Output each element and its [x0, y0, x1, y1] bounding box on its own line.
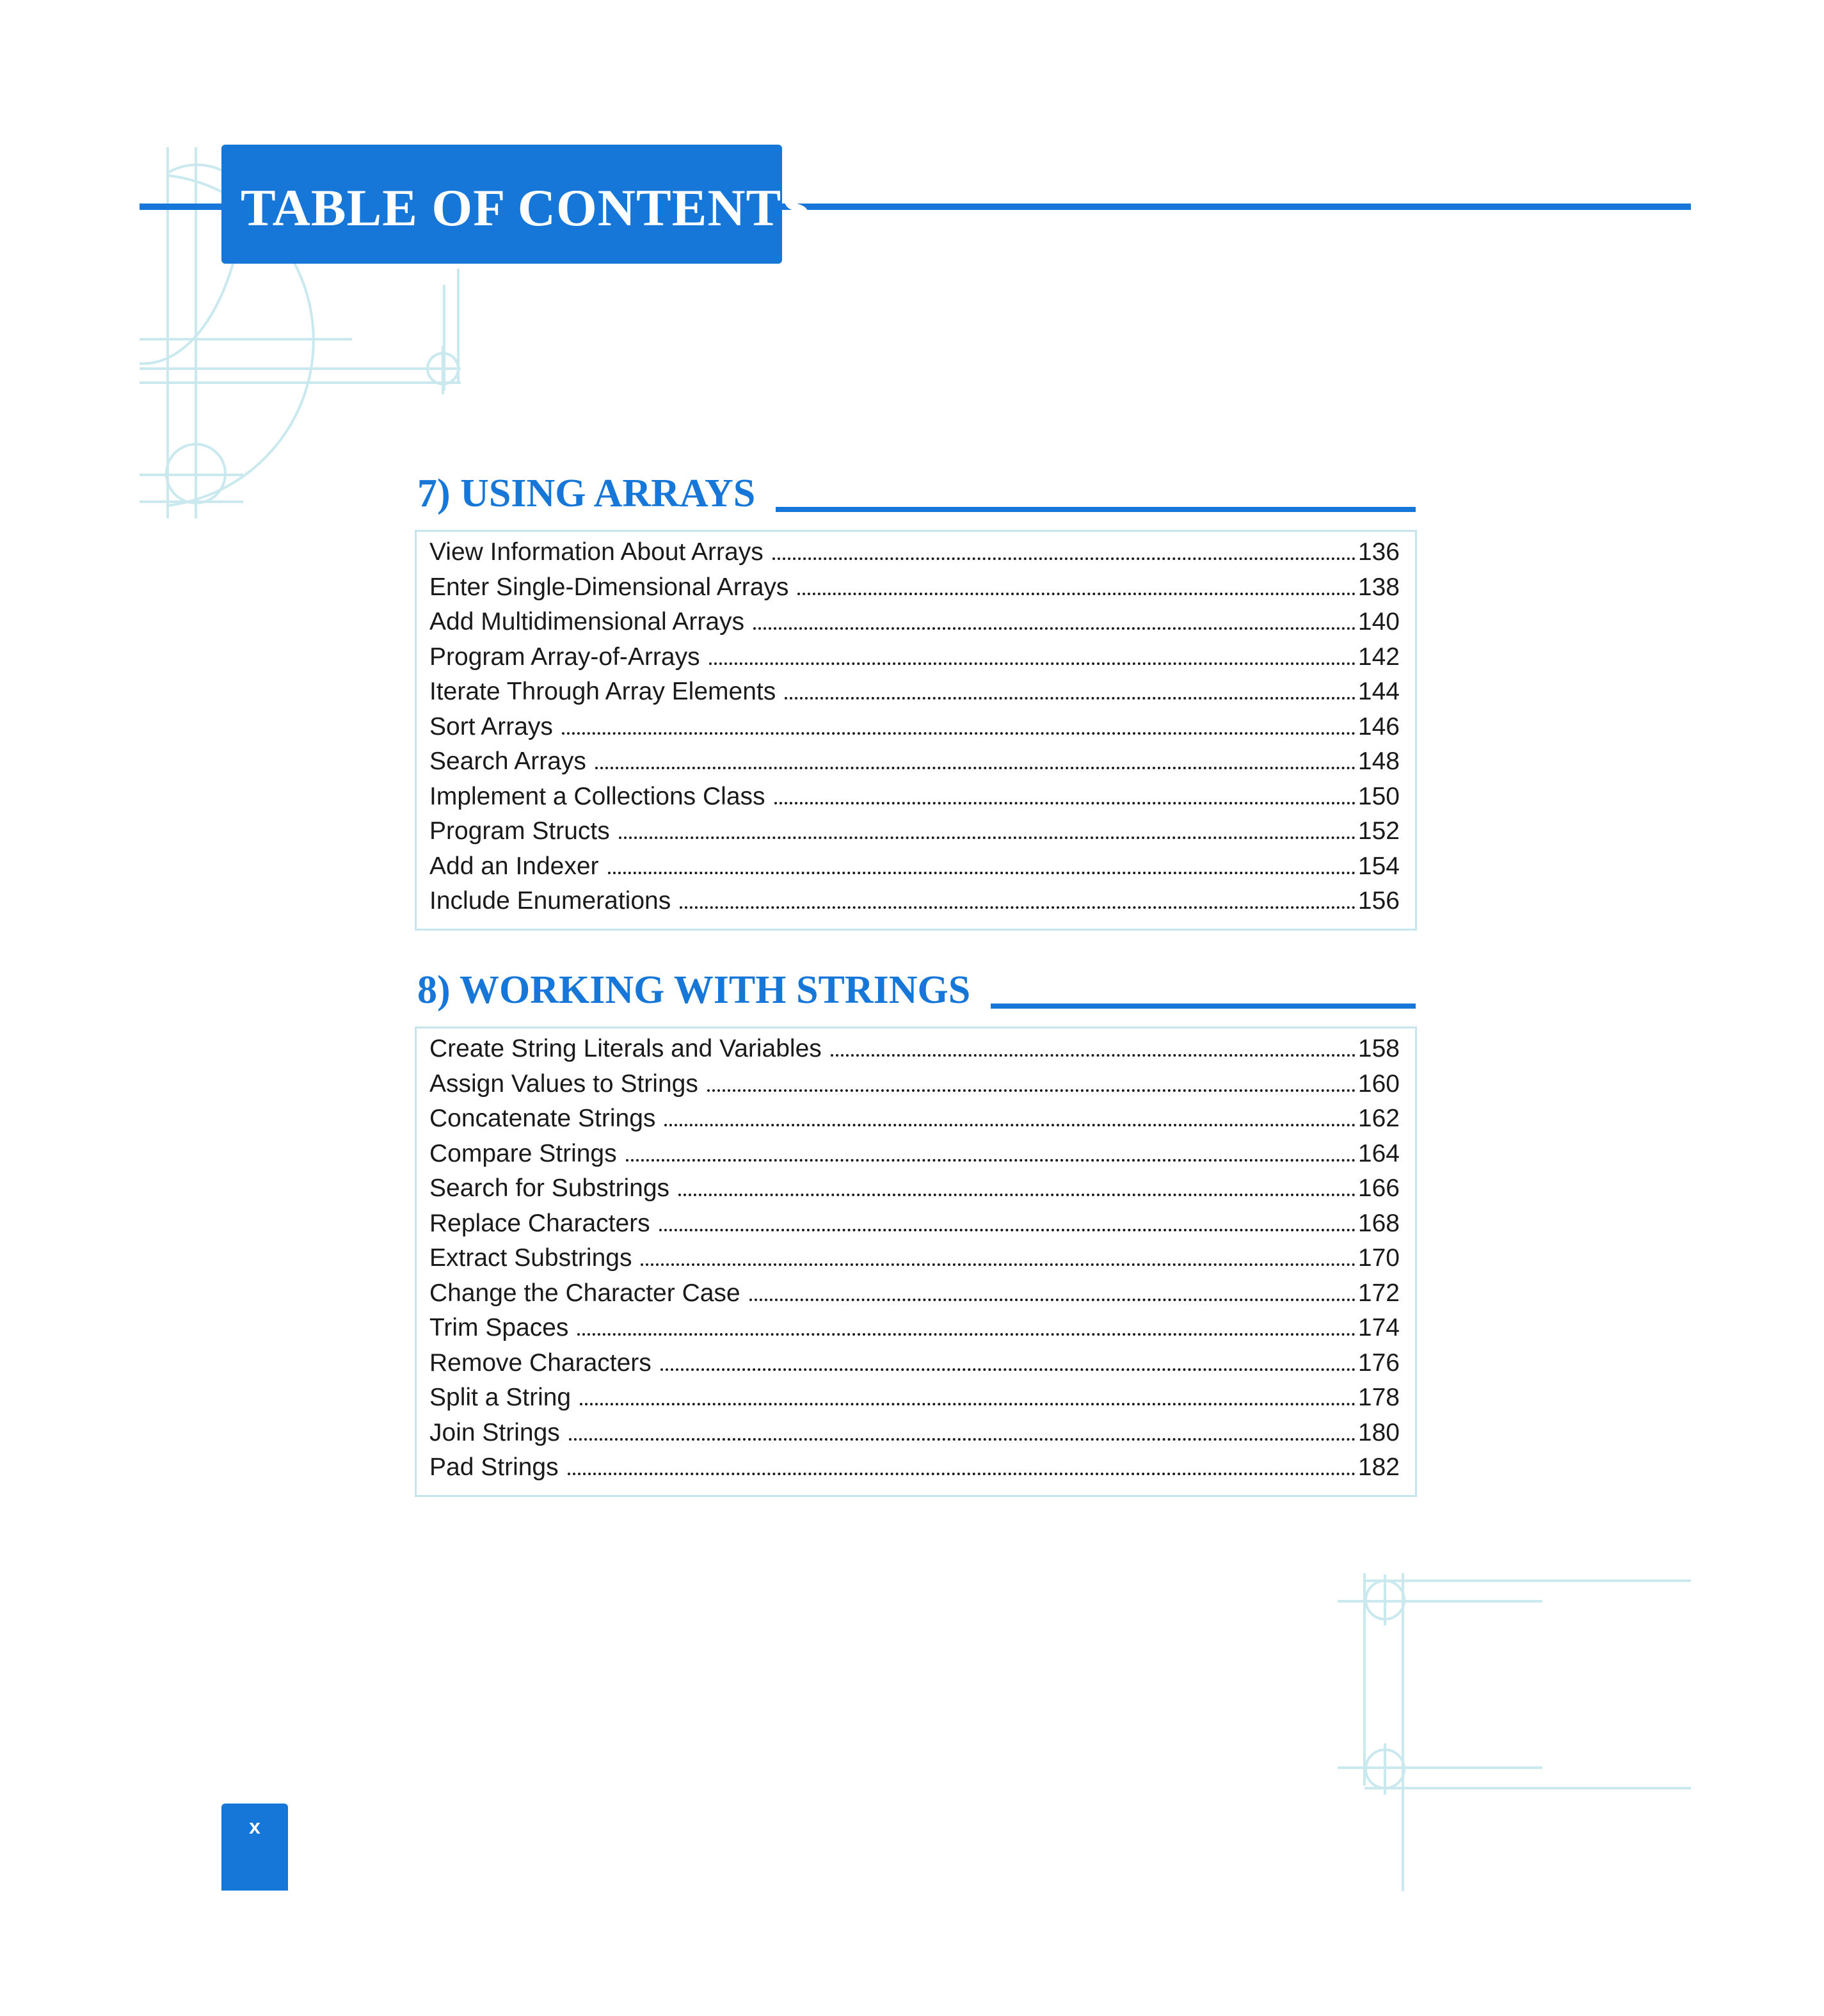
toc-entry[interactable] [429, 1174, 1400, 1210]
leader-dots [569, 1438, 1356, 1441]
leader-dots [831, 1054, 1356, 1057]
toc-entry-label: Search Arrays [429, 748, 586, 775]
leader-dots [707, 1089, 1356, 1092]
toc-entry[interactable] [429, 538, 1400, 573]
leader-dots [709, 662, 1356, 665]
toc-entry-label: Add an Indexer [429, 852, 599, 880]
toc-entry[interactable] [429, 1279, 1400, 1315]
toc-entry[interactable] [429, 1035, 1400, 1070]
page-title: TABLE OF CONTENTS [241, 179, 812, 237]
toc-entry-page: 158 [1357, 1035, 1400, 1062]
toc-entry-label: Program Array-of-Arrays [429, 643, 700, 671]
toc-entry-label: Remove Characters [429, 1348, 652, 1377]
toc-entry-label: Enter Single-Dimensional Arrays [429, 573, 789, 601]
toc-entry[interactable] [429, 748, 1400, 783]
toc-entry[interactable] [429, 1210, 1400, 1245]
leader-dots [626, 1159, 1356, 1162]
leader-dots [772, 557, 1356, 560]
toc-entry-label: Pad Strings [429, 1453, 559, 1481]
toc-entry-label: Extract Substrings [429, 1244, 632, 1272]
leader-dots [749, 1299, 1356, 1301]
toc-entry-page: 160 [1357, 1069, 1400, 1098]
section-rule [776, 507, 1416, 512]
title-banner [221, 145, 812, 264]
toc-entry-page: 146 [1357, 712, 1400, 740]
toc-entry[interactable] [429, 1419, 1400, 1454]
page-number-tab [221, 1804, 288, 1891]
leader-dots [678, 1194, 1356, 1196]
toc-entry-page: 166 [1357, 1174, 1400, 1202]
toc-entry-label: Search for Substrings [429, 1174, 670, 1202]
toc-entry-label: Implement a Collections Class [429, 782, 765, 810]
leader-dots [568, 1473, 1356, 1475]
leader-dots [785, 697, 1356, 700]
toc-entry-label: Program Structs [429, 817, 610, 845]
toc-entry-page: 148 [1357, 748, 1400, 775]
toc-entry-label: Join Strings [429, 1418, 560, 1446]
toc-entry[interactable] [429, 608, 1400, 643]
section-rule [991, 1004, 1416, 1009]
toc-entry-label: Concatenate Strings [429, 1105, 656, 1132]
toc-entry-label: Include Enumerations [429, 887, 671, 915]
toc-entry[interactable] [429, 1453, 1400, 1489]
leader-dots [595, 767, 1356, 769]
toc-entry-page: 176 [1357, 1348, 1400, 1377]
toc-entry[interactable] [429, 887, 1400, 922]
toc-entry-label: Change the Character Case [429, 1279, 740, 1307]
section-title: 8) WORKING WITH STRINGS [417, 968, 971, 1012]
toc-entry-page: 168 [1357, 1209, 1400, 1237]
toc-entry[interactable] [429, 817, 1400, 852]
toc-entry-label: Create String Literals and Variables [429, 1035, 822, 1062]
toc-entry[interactable] [429, 1070, 1400, 1105]
toc-entry-label: Split a String [429, 1384, 572, 1411]
toc-entry-page: 180 [1357, 1418, 1400, 1446]
toc-entry[interactable] [429, 678, 1400, 713]
toc-entry[interactable] [429, 1244, 1400, 1279]
toc-entry-page: 164 [1357, 1139, 1400, 1167]
toc-entry-page: 162 [1357, 1105, 1400, 1132]
leader-dots [797, 593, 1356, 595]
toc-entry[interactable] [429, 643, 1400, 678]
page-number: x [249, 1815, 260, 1838]
toc-entry-label: Compare Strings [429, 1139, 617, 1167]
leader-dots [659, 1229, 1356, 1231]
leader-dots [577, 1333, 1355, 1336]
leader-dots [680, 906, 1356, 909]
toc-list-working-with-strings [415, 1027, 1417, 1497]
toc-entry[interactable] [429, 852, 1400, 888]
leader-dots [660, 1368, 1356, 1371]
toc-entry[interactable] [429, 1105, 1400, 1140]
toc-entry-label: Add Multidimensional Arrays [429, 608, 745, 636]
leader-dots [580, 1403, 1356, 1405]
toc-entry-page: 140 [1357, 608, 1400, 636]
leader-dots [619, 836, 1356, 839]
leader-dots [664, 1124, 1356, 1126]
toc-entry[interactable] [429, 1384, 1400, 1419]
toc-entry[interactable] [429, 713, 1400, 748]
toc-entry[interactable] [429, 1349, 1400, 1384]
toc-entry-label: Trim Spaces [429, 1314, 569, 1341]
toc-entry[interactable] [429, 1314, 1400, 1349]
toc-entry-page: 182 [1357, 1453, 1400, 1481]
section-title: 7) USING ARRAYS [417, 472, 756, 515]
toc-entry-page: 156 [1357, 887, 1400, 915]
section-header-working-with-strings [417, 970, 1416, 1010]
toc-entry-label: Assign Values to Strings [429, 1069, 698, 1098]
section-header-using-arrays [417, 474, 1416, 513]
toc-entry-page: 178 [1357, 1384, 1400, 1411]
leader-dots [608, 872, 1356, 874]
toc-entry-page: 136 [1357, 538, 1400, 566]
toc-entry-page: 138 [1357, 573, 1400, 601]
toc-entry-label: Sort Arrays [429, 712, 553, 740]
toc-entry-label: View Information About Arrays [429, 538, 764, 566]
toc-entry-label: Iterate Through Array Elements [429, 678, 776, 705]
leader-dots [641, 1263, 1355, 1266]
toc-list-using-arrays [415, 530, 1417, 931]
leader-dots [753, 627, 1356, 630]
toc-entry[interactable] [429, 1140, 1400, 1175]
toc-entry-page: 142 [1357, 643, 1400, 671]
toc-entry[interactable] [429, 573, 1400, 609]
toc-entry-page: 150 [1357, 782, 1400, 810]
toc-entry-page: 170 [1357, 1244, 1400, 1272]
toc-entry-page: 144 [1357, 678, 1400, 705]
toc-entry[interactable] [429, 783, 1400, 818]
toc-entry-page: 174 [1357, 1314, 1400, 1341]
leader-dots [774, 802, 1356, 804]
leader-dots [562, 732, 1356, 735]
toc-entry-page: 154 [1357, 852, 1400, 880]
toc-entry-label: Replace Characters [429, 1209, 650, 1237]
toc-entry-page: 172 [1357, 1279, 1400, 1307]
toc-entry-page: 152 [1357, 817, 1400, 845]
